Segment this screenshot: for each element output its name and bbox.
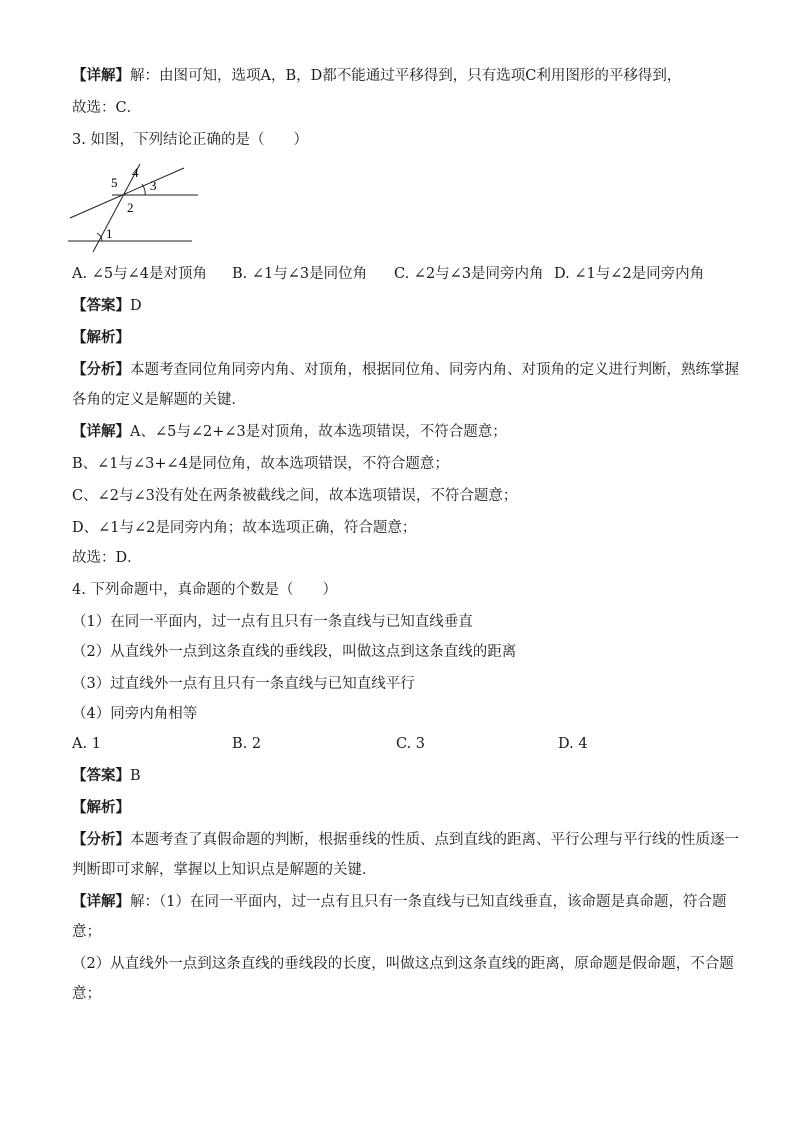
angle-label-4: 4 [132, 165, 139, 180]
detail-tag: 【详解】 [72, 67, 130, 84]
q3-option-a: A. ∠5与∠4是对顶角 [72, 266, 207, 282]
answer-tag: 【答案】 [72, 297, 130, 314]
question-4-stem: 4. 下列命题中，真命题的个数是（ ） [72, 582, 337, 598]
q4-option-c: C. 3 [396, 736, 426, 752]
xiangjie-4-line-1 [72, 892, 732, 912]
xiangjie-4-line-4: 意； [72, 986, 101, 1002]
choice-conclusion-2: 故选：C． [72, 100, 142, 116]
fenxi-text: 本题考查同位角同旁内角、对顶角，根据同位角、同旁内角、对顶角的定义进行判断，熟练掌握 [130, 362, 739, 378]
q3-option-b: B. ∠1与∠3是同位角 [232, 266, 368, 282]
xiangjie-3-line-3: C、∠2与∠3没有处在两条被截线之间，故本选项错误，不符合题意； [72, 488, 518, 504]
xiangjie-4-line-3: （2）从直线外一点到这条直线的垂线段的长度，叫做这点到这条直线的距离，原命题是假命题，不合题 [72, 956, 734, 972]
analysis-4-heading: 【解析】 [72, 799, 130, 816]
answer-4 [72, 766, 732, 786]
geometry-figure-svg [68, 160, 198, 256]
fenxi-tag: 【分析】 [72, 361, 130, 378]
xiangjie-tag: 【详解】 [72, 893, 130, 910]
angle-label-2: 2 [127, 200, 134, 215]
xiangjie-text: 解：（1）在同一平面内，过一点有且只有一条直线与已知直线垂直，该命题是真命题，符合题 [130, 894, 727, 910]
question-4-statement-1: （1）在同一平面内，过一点有且只有一条直线与已知直线垂直 [72, 614, 473, 630]
question-3-options [72, 264, 704, 284]
answer-tag: 【答案】 [72, 767, 130, 784]
xiangjie-3-line-2: B、∠1与∠3+∠4是同位角，故本选项错误，不符合题意； [72, 456, 449, 472]
xiangjie-tag: 【详解】 [72, 423, 130, 440]
fenxi-tag: 【分析】 [72, 831, 130, 848]
answer-3 [72, 296, 732, 316]
xiangjie-4-line-2: 意； [72, 924, 101, 940]
fenxi-3-line-1 [72, 360, 739, 380]
fenxi-3-line-2: 各角的定义是解题的关键． [72, 392, 246, 408]
xiangjie-3-line-4: D、∠1与∠2是同旁内角；故本选项正确，符合题意； [72, 520, 417, 536]
question-4-statement-2: （2）从直线外一点到这条直线的垂线段，叫做这点到这条直线的距离 [72, 644, 517, 660]
q4-option-d: D. 4 [558, 736, 588, 752]
fenxi-4-line-1 [72, 830, 739, 850]
question-4-statement-4: （4）同旁内角相等 [72, 706, 198, 722]
detail-line-1 [72, 66, 732, 86]
q4-option-b: B. 2 [232, 736, 262, 752]
xiangjie-3-line-1 [72, 422, 732, 442]
question-3-stem: 3. 如图，下列结论正确的是（ ） [72, 132, 308, 148]
q4-option-a: A. 1 [72, 736, 101, 752]
q3-option-c: C. ∠2与∠3是同旁内角 [394, 266, 544, 282]
analysis-3-heading: 【解析】 [72, 329, 130, 346]
fenxi-4-line-2: 判断即可求解，掌握以上知识点是解题的关键． [72, 862, 377, 878]
xiangjie-text: A、∠5与∠2+∠3是对顶角，故本选项错误，不符合题意； [130, 424, 507, 440]
question-4-statement-3: （3）过直线外一点有且只有一条直线与已知直线平行 [72, 676, 415, 692]
q3-option-d: D. ∠1与∠2是同旁内角 [554, 266, 705, 282]
xiangjie-3-conclusion: 故选：D． [72, 550, 142, 566]
angle-label-3: 3 [150, 178, 157, 193]
answer-value: D [130, 298, 142, 314]
detail-text: 解：由图可知，选项A，B，D都不能通过平移得到，只有选项C利用图形的平移得到， [130, 68, 682, 84]
angle-label-5: 5 [111, 175, 118, 190]
fenxi-text: 本题考查了真假命题的判断，根据垂线的性质、点到直线的距离、平行公理与平行线的性质逐一 [130, 832, 739, 848]
geometry-figure [68, 160, 198, 256]
angle-label-1: 1 [106, 226, 113, 241]
answer-value: B [130, 768, 141, 784]
